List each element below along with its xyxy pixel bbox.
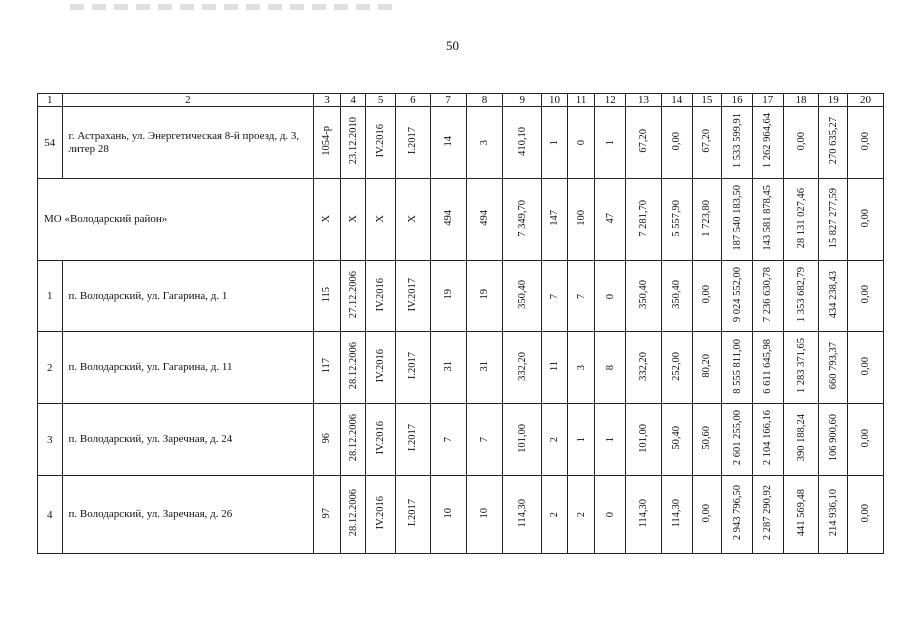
value-cell [819, 476, 848, 554]
value-cell [396, 261, 431, 332]
value-cell [626, 261, 662, 332]
value-cell [314, 179, 341, 261]
value-cell [466, 261, 503, 332]
cell-value: 11 [549, 360, 561, 372]
row-number: 3 [38, 404, 63, 476]
value-cell [626, 332, 662, 404]
value-cell [567, 261, 595, 332]
value-cell [542, 332, 568, 404]
cell-value: 434 238,43 [827, 270, 839, 319]
cell-value: IV.2016 [375, 496, 387, 530]
cell-value: 2 [549, 437, 561, 443]
cell-value: 8 555 811,00 [731, 338, 743, 394]
value-cell [567, 404, 595, 476]
header-cell: 20 [848, 94, 884, 107]
cell-value: 2 943 796,50 [731, 485, 743, 541]
cell-value: 114,30 [516, 498, 528, 528]
cell-value: 10 [478, 507, 490, 519]
cell-value: 441 569,48 [795, 489, 807, 537]
cell-value: 6 611 645,98 [762, 338, 774, 394]
cell-value: 115 [321, 286, 333, 303]
address-cell: п. Володарский, ул. Гагарина, д. 1 [62, 261, 314, 332]
cell-value: 101,00 [516, 423, 528, 453]
cell-value: 3 [478, 140, 490, 146]
table-body [38, 94, 884, 554]
value-cell [503, 332, 542, 404]
cell-value: 187 540 183,50 [731, 185, 743, 251]
value-cell [340, 261, 366, 332]
page-number: 50 [446, 38, 459, 53]
cell-value: 1 [604, 437, 616, 443]
value-cell [567, 107, 595, 179]
value-cell [366, 404, 396, 476]
cell-value: 114,30 [671, 498, 683, 528]
row-number: 2 [38, 332, 63, 404]
value-cell [692, 332, 722, 404]
cell-value: 0 [575, 140, 587, 146]
cell-value: 7 [478, 437, 490, 443]
value-cell [783, 404, 819, 476]
cell-value: 0,00 [860, 208, 872, 228]
value-cell [819, 404, 848, 476]
value-cell [340, 476, 366, 554]
value-cell [752, 404, 783, 476]
cell-value: IV.2016 [375, 124, 387, 158]
header-cell: 12 [595, 94, 626, 107]
value-cell [595, 179, 626, 261]
cell-value: 0,00 [860, 131, 872, 151]
value-cell [466, 179, 503, 261]
value-cell [783, 179, 819, 261]
value-cell [692, 261, 722, 332]
value-cell [848, 179, 884, 261]
cell-value: 9 024 552,00 [731, 266, 743, 323]
address-cell: п. Володарский, ул. Заречная, д. 24 [62, 404, 314, 476]
value-cell [595, 107, 626, 179]
row-number: 4 [38, 476, 63, 554]
cell-value: 23.12.2010 [347, 117, 359, 165]
header-cell: 17 [752, 94, 783, 107]
table-row [38, 332, 884, 404]
value-cell [661, 107, 692, 179]
value-cell [503, 261, 542, 332]
value-cell [366, 107, 396, 179]
cell-value: IV.2017 [407, 277, 419, 312]
header-cell: 2 [62, 94, 314, 107]
cell-value: 117 [321, 358, 333, 374]
cell-value: 2 287 290,92 [762, 485, 774, 541]
cell-value: 27.12.2006 [347, 270, 359, 319]
cell-value: 67,20 [637, 129, 649, 153]
scan-artifact [70, 4, 400, 10]
value-cell [819, 332, 848, 404]
cell-value: I.2017 [407, 352, 419, 380]
cell-value: 31 [442, 360, 454, 372]
value-cell [752, 476, 783, 554]
cell-value: 28 131 027,46 [795, 187, 807, 249]
header-cell: 13 [626, 94, 662, 107]
value-cell [466, 476, 503, 554]
cell-value: 0,00 [671, 131, 683, 151]
header-cell: 15 [692, 94, 722, 107]
cell-value: 7 349,70 [516, 199, 528, 237]
value-cell [783, 107, 819, 179]
value-cell [314, 107, 341, 179]
value-cell [396, 476, 431, 554]
value-cell [848, 332, 884, 404]
address-cell: п. Володарский, ул. Гагарина, д. 11 [62, 332, 314, 404]
value-cell [503, 404, 542, 476]
value-cell [340, 332, 366, 404]
cell-value: 7 [549, 293, 561, 299]
cell-value: 1 723,80 [701, 199, 713, 237]
cell-value: 7 281,70 [637, 199, 649, 237]
value-cell [366, 332, 396, 404]
value-cell [595, 261, 626, 332]
cell-value: 1054-р [321, 126, 333, 156]
cell-value: 1 283 371,65 [795, 338, 807, 394]
cell-value: Х [321, 214, 333, 223]
cell-value: 270 635,27 [827, 117, 839, 165]
cell-value: 0,00 [860, 356, 872, 376]
value-cell [466, 332, 503, 404]
value-cell [503, 179, 542, 261]
value-cell [503, 107, 542, 179]
value-cell [595, 404, 626, 476]
cell-value: 332,20 [637, 351, 649, 381]
cell-value: 28.12.2006 [347, 489, 359, 537]
cell-value: I.2017 [407, 424, 419, 452]
value-cell [430, 179, 466, 261]
value-cell [314, 261, 341, 332]
cell-value: 47 [604, 212, 616, 224]
value-cell [752, 179, 783, 261]
value-cell [722, 261, 753, 332]
header-cell: 18 [783, 94, 819, 107]
value-cell [396, 179, 431, 261]
cell-value: 7 236 630,78 [762, 266, 774, 323]
value-cell [626, 404, 662, 476]
header-cell: 11 [567, 94, 595, 107]
cell-value: 147 [549, 210, 561, 226]
header-cell: 16 [722, 94, 753, 107]
value-cell [314, 332, 341, 404]
value-cell [567, 476, 595, 554]
value-cell [542, 261, 568, 332]
cell-value: 28.12.2006 [347, 342, 359, 390]
header-cell: 5 [366, 94, 396, 107]
value-cell [783, 261, 819, 332]
cell-value: 1 533 599,91 [731, 113, 743, 169]
cell-value: 67,20 [701, 129, 713, 153]
header-cell: 9 [503, 94, 542, 107]
cell-value: 97 [321, 507, 333, 519]
value-cell [503, 476, 542, 554]
value-cell [366, 179, 396, 261]
cell-value: 8 [604, 365, 616, 371]
cell-value: 31 [478, 360, 490, 372]
cell-value: 1 353 682,79 [795, 266, 807, 323]
value-cell [430, 261, 466, 332]
cell-value: 0,00 [795, 131, 807, 151]
address-cell: п. Володарский, ул. Заречная, д. 26 [62, 476, 314, 554]
row-number: 54 [38, 107, 63, 179]
cell-value: 50,60 [701, 426, 713, 450]
value-cell [848, 404, 884, 476]
value-cell [692, 179, 722, 261]
cell-value: 350,40 [516, 280, 528, 309]
cell-value: 0,00 [860, 285, 872, 304]
cell-value: 3 [575, 365, 587, 371]
value-cell [783, 476, 819, 554]
value-cell [819, 107, 848, 179]
cell-value: 80,20 [701, 354, 713, 378]
data-table [37, 93, 884, 554]
value-cell [692, 404, 722, 476]
address-cell: г. Астрахань, ул. Энергетическая 8-й проезд, д. 3, литер 28 [62, 107, 314, 179]
cell-value: 660 793,37 [827, 342, 839, 390]
value-cell [722, 107, 753, 179]
cell-value: 7 [575, 293, 587, 299]
cell-value: 96 [321, 432, 333, 444]
value-cell [466, 107, 503, 179]
header-cell: 10 [542, 94, 568, 107]
value-cell [722, 476, 753, 554]
value-cell [722, 179, 753, 261]
value-cell [430, 107, 466, 179]
value-cell [396, 404, 431, 476]
value-cell [661, 261, 692, 332]
value-cell [783, 332, 819, 404]
cell-value: 2 [575, 512, 587, 518]
cell-value: 2 [549, 512, 561, 518]
cell-value: 0 [604, 512, 616, 518]
value-cell [567, 332, 595, 404]
cell-value: 0,00 [860, 503, 872, 523]
header-cell: 8 [466, 94, 503, 107]
cell-value: 494 [478, 210, 490, 226]
value-cell [722, 404, 753, 476]
value-cell [430, 332, 466, 404]
value-cell [661, 476, 692, 554]
cell-value: 50,40 [671, 426, 683, 450]
value-cell [661, 332, 692, 404]
value-cell [626, 107, 662, 179]
value-cell [314, 404, 341, 476]
value-cell [595, 332, 626, 404]
value-cell [819, 179, 848, 261]
value-cell [848, 476, 884, 554]
cell-value: 214 936,10 [827, 489, 839, 537]
cell-value: 1 262 964,64 [762, 113, 774, 169]
cell-value: 19 [478, 289, 490, 300]
value-cell [366, 261, 396, 332]
cell-value: I.2017 [407, 499, 419, 527]
cell-value: 15 827 277,59 [827, 187, 839, 249]
table-row [38, 476, 884, 554]
cell-value: 0,00 [701, 285, 713, 304]
value-cell [466, 404, 503, 476]
group-label: МО «Володарский район» [38, 179, 314, 261]
cell-value: 1 [575, 437, 587, 443]
value-cell [819, 261, 848, 332]
cell-value: 0,00 [860, 428, 872, 448]
row-number: 1 [38, 261, 63, 332]
cell-value: 332,20 [516, 351, 528, 381]
value-cell [340, 107, 366, 179]
cell-value: 390 188,24 [795, 414, 807, 462]
cell-value: 252,00 [671, 351, 683, 381]
value-cell [542, 107, 568, 179]
value-cell [752, 261, 783, 332]
cell-value: 101,00 [637, 423, 649, 453]
value-cell [430, 476, 466, 554]
header-cell: 1 [38, 94, 63, 107]
cell-value: 350,40 [671, 280, 683, 309]
table-row [38, 107, 884, 179]
cell-value: 7 [442, 437, 454, 443]
cell-value: 2 601 255,00 [731, 410, 743, 466]
cell-value: Х [347, 214, 359, 223]
cell-value: 5 557,90 [671, 199, 683, 237]
header-cell: 7 [430, 94, 466, 107]
header-row [38, 94, 884, 107]
header-cell: 14 [661, 94, 692, 107]
value-cell [722, 332, 753, 404]
cell-value: 0,00 [701, 503, 713, 523]
cell-value: 1 [549, 140, 561, 146]
value-cell [848, 107, 884, 179]
value-cell [542, 179, 568, 261]
cell-value: I.2017 [407, 127, 419, 155]
table-row [38, 179, 884, 261]
cell-value: 350,40 [637, 280, 649, 309]
value-cell [752, 332, 783, 404]
cell-value: 100 [575, 210, 587, 226]
value-cell [626, 179, 662, 261]
header-cell: 19 [819, 94, 848, 107]
cell-value: Х [375, 214, 387, 223]
cell-value: 28.12.2006 [347, 414, 359, 462]
cell-value: 494 [442, 210, 454, 226]
cell-value: 114,30 [637, 498, 649, 528]
header-cell: 3 [314, 94, 341, 107]
cell-value: 10 [442, 507, 454, 519]
table-row [38, 261, 884, 332]
value-cell [692, 107, 722, 179]
cell-value: 2 104 166,16 [762, 410, 774, 466]
value-cell [340, 404, 366, 476]
value-cell [661, 404, 692, 476]
value-cell [340, 179, 366, 261]
value-cell [661, 179, 692, 261]
cell-value: Х [407, 214, 419, 223]
cell-value: 410,10 [516, 126, 528, 156]
cell-value: IV.2016 [375, 277, 387, 312]
value-cell [752, 107, 783, 179]
value-cell [542, 476, 568, 554]
cell-value: 19 [442, 289, 454, 300]
header-cell: 6 [396, 94, 431, 107]
value-cell [567, 179, 595, 261]
cell-value: IV.2016 [375, 421, 387, 455]
value-cell [366, 476, 396, 554]
value-cell [542, 404, 568, 476]
value-cell [396, 332, 431, 404]
cell-value: 143 581 878,45 [762, 185, 774, 251]
cell-value: IV.2016 [375, 349, 387, 383]
cell-value: 0 [604, 293, 616, 299]
value-cell [430, 404, 466, 476]
value-cell [692, 476, 722, 554]
table-row [38, 404, 884, 476]
value-cell [396, 107, 431, 179]
cell-value: 14 [442, 135, 454, 147]
value-cell [626, 476, 662, 554]
value-cell [595, 476, 626, 554]
cell-value: 106 900,60 [827, 414, 839, 462]
header-cell: 4 [340, 94, 366, 107]
cell-value: 1 [604, 140, 616, 146]
value-cell [314, 476, 341, 554]
value-cell [848, 261, 884, 332]
